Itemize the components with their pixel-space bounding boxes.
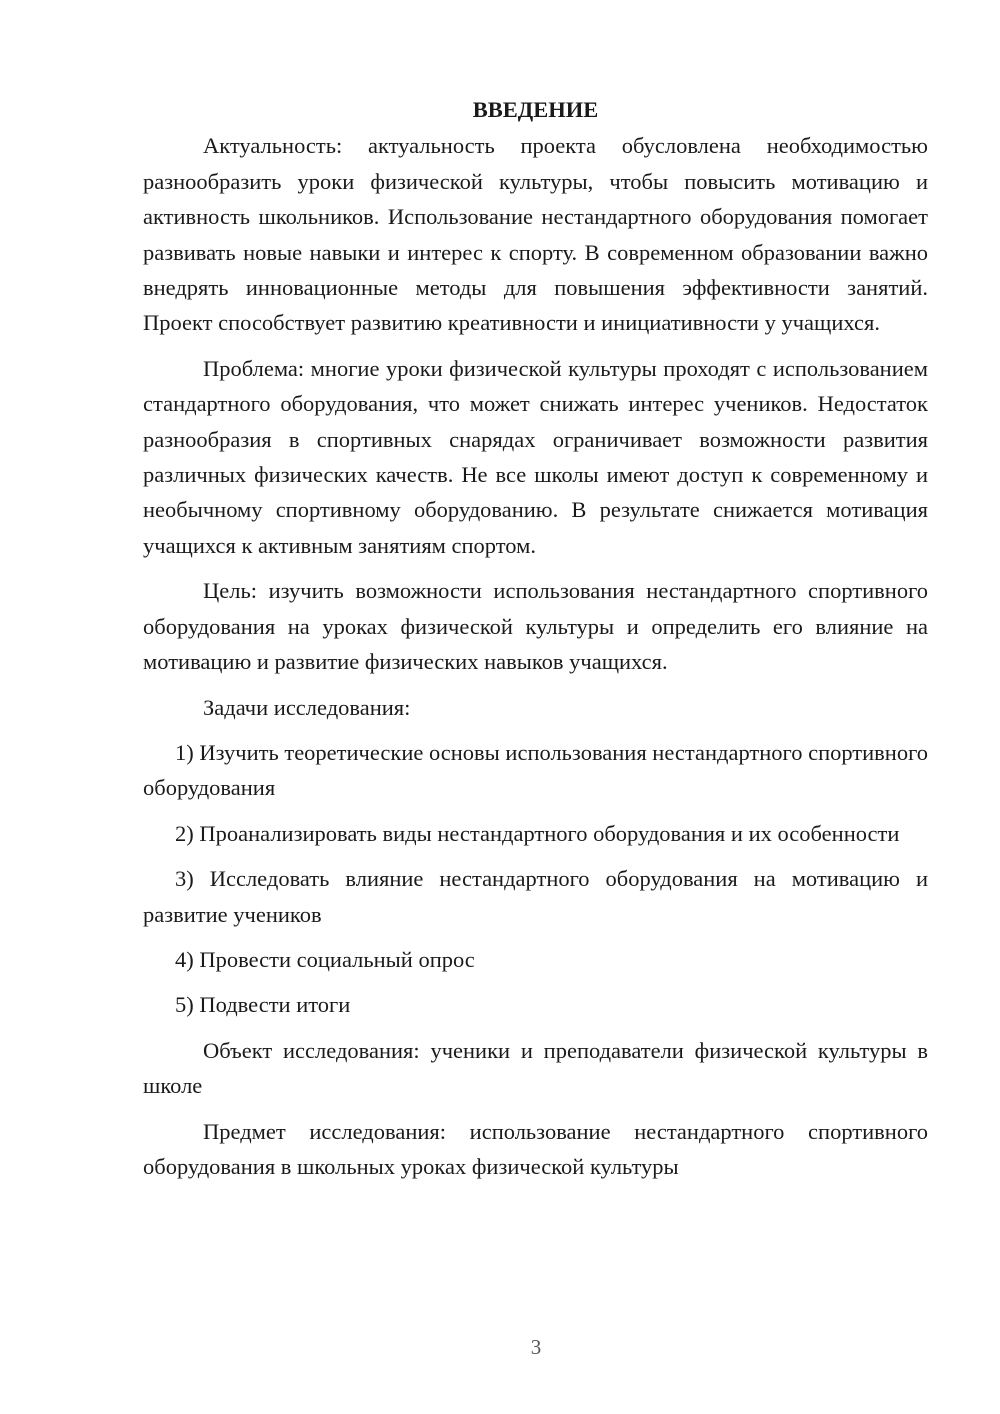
- task-item-3: 3) Исследовать влияние нестандартного оборудования на мотивацию и развитие учеников: [143, 866, 928, 927]
- document-page: [143, 92, 928, 1194]
- subject-paragraph: Предмет исследования: использование нестандартного спортивного оборудования в школьных уроках физической культуры: [143, 1118, 928, 1179]
- object-paragraph: Объект исследования: ученики и преподаватели физической культуры в школе: [143, 1037, 928, 1099]
- task-item-1: 1) Изучить теоретические основы использования нестандартного спортивного оборудования: [143, 739, 929, 801]
- goal-paragraph: Цель: изучить возможности использования нестандартного спортивного оборудования на уроках физической культуры и определить его влияние на мотивацию и развитие физических навыков учащихся.: [143, 578, 928, 675]
- tasks-heading: Задачи исследования:: [203, 694, 411, 720]
- task-item-2: 2) Проанализировать виды нестандартного оборудования и их особенности: [175, 820, 900, 846]
- task-item-5: 5) Подвести итоги: [175, 992, 351, 1018]
- problem-paragraph: Проблема: многие уроки физической культуры проходят с использованием стандартного оборудования, что может снижать интерес учеников. Недостаток разнообразия в спортивных снарядах ограничивает возможности развития различных физических качеств. Не все школы имеют доступ к современному и необычному спортивному оборудованию. В результате снижается мотивация учащихся к активным занятиям спортом.: [143, 355, 928, 558]
- task-item-4: 4) Провести социальный опрос: [175, 946, 475, 972]
- section-title: ВВЕДЕНИЕ: [472, 97, 599, 122]
- page-number: 3: [530, 1335, 542, 1359]
- relevance-paragraph: Актуальность: актуальность проекта обусловлена необходимостью разнообразить уроки физической культуры, чтобы повысить мотивацию и активность школьников. Использование нестандартного оборудования помогает развивать новые навыки и интерес к спорту. В современном образовании важно внедрять инновационные методы для повышения эффективности занятий. Проект способствует развитию креативности и инициативности у учащихся.: [143, 133, 928, 336]
